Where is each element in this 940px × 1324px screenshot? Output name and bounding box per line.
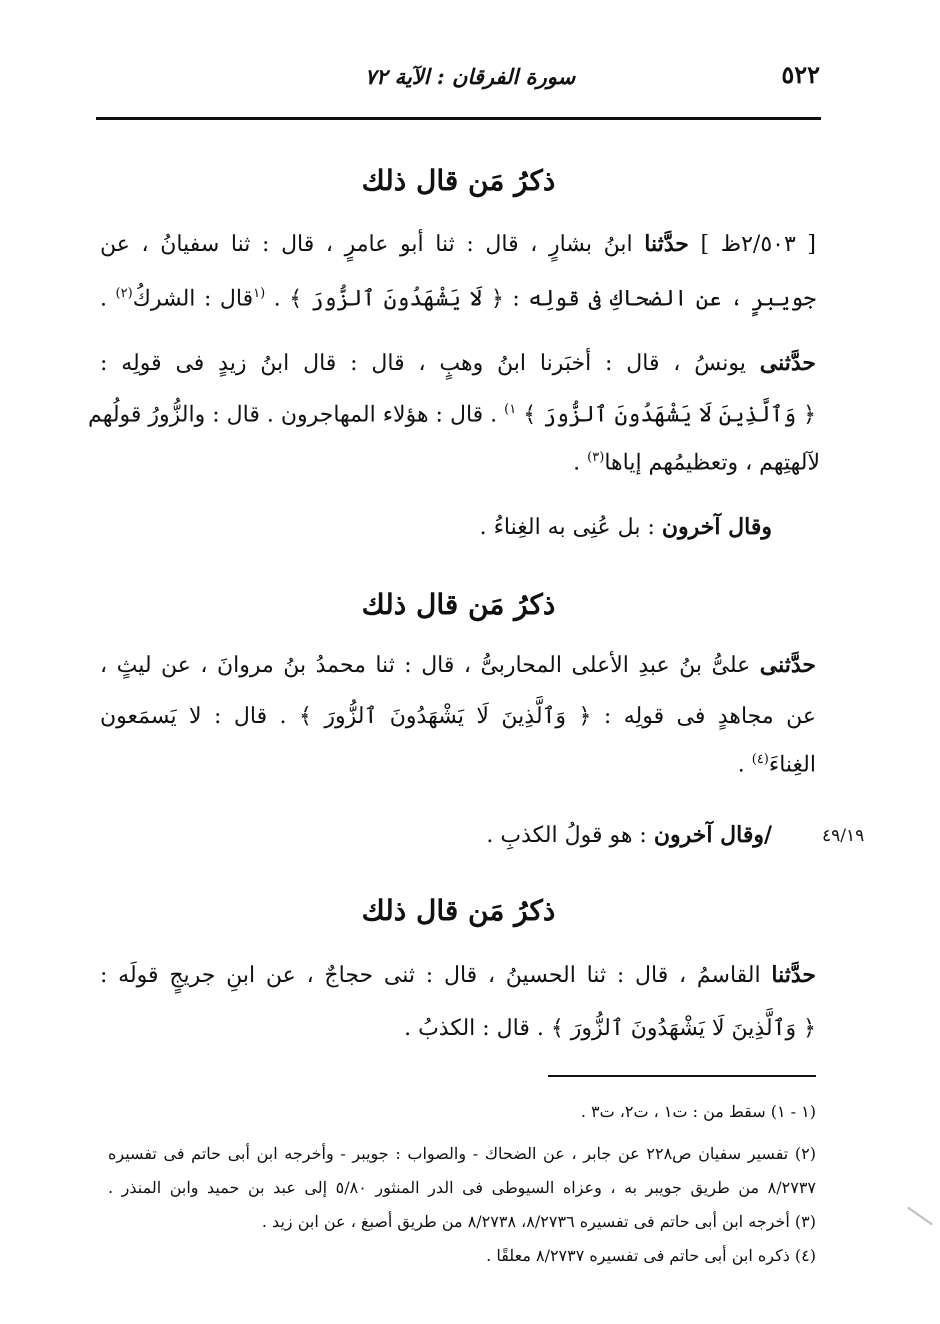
line-text: .	[100, 286, 116, 312]
line-text: ﴿ وَٱلَّذِينَ لَا يَشْهَدُونَ ٱلزُّورَ ﴾	[516, 402, 816, 428]
paragraph-line	[100, 286, 816, 313]
page-number: ٥٢٢	[781, 60, 820, 89]
line-text: علىُّ بنُ عبدِ الأعلى المحاربىُّ ، قال : ثنا محمدُ بنُ مروانَ ، عن ليثٍ ،	[100, 653, 760, 678]
footnote: (٤) ذكره ابن أبى حاتم فى تفسيره ٨/٢٧٣٧ معلقًا .	[486, 1246, 816, 1265]
line-text: لآلهتِهم ، وتعظيمُهم إياها	[604, 450, 820, 476]
line-text: : بل عُنِى به الغِناءُ .	[479, 515, 662, 540]
paragraph-line	[486, 822, 772, 849]
isnad-opener: /وقال آخرون	[653, 822, 772, 848]
line-text: قال : الشركُ	[132, 286, 254, 312]
line-text: . قال : هؤلاء المهاجرون . قال : والزُّورُ قولُهم	[88, 402, 505, 428]
footnote-ref: (٣)	[587, 450, 605, 465]
isnad-opener: حدَّثنا	[644, 231, 689, 257]
isnad-opener: حدَّثنا	[771, 962, 816, 988]
paragraph-line	[100, 652, 816, 679]
isnad-opener: حدَّثنى	[759, 350, 816, 376]
paragraph-line	[404, 1016, 816, 1042]
line-text: القاسمُ ، قال : ثنا الحسينُ ، قال : ثنى حجاجٌ ، عن ابنِ جريجٍ قولَه :	[100, 963, 772, 988]
scan-speck	[907, 1207, 933, 1226]
folio-marker: [ ٢/٥٠٣ظ ]	[688, 232, 816, 257]
paragraph-line	[738, 752, 816, 779]
paragraph-line	[480, 514, 772, 541]
section-heading: ذكرُ مَن قال ذلك	[361, 894, 556, 927]
line-text: : هو قولُ الكذبِ .	[486, 823, 654, 848]
footnote: (٢) تفسير سفيان ص٢٢٨ عن جابر ، عن الضحاك - والصواب : جويبر - وأخرجه ابن أبى حاتم فى تفسيره	[108, 1144, 816, 1163]
footnote-ref: (٢)	[115, 286, 133, 301]
line-text: عن مجاهدٍ فى قولِه : ﴿ وَٱلَّذِينَ لَا يَشْهَدُونَ ٱلزُّورَ ﴾ . قال : لا يَسمَعون	[100, 704, 816, 729]
footnote-ref: (١	[253, 286, 266, 301]
line-text: ابنُ بشارٍ ، قال : ثنا أبو عامرٍ ، قال : ثنا سفيانُ ، عن	[100, 232, 645, 257]
section-heading: ذكرُ مَن قال ذلك	[361, 588, 556, 621]
footnote-ref: (٤)	[751, 752, 769, 767]
header-rule	[96, 117, 821, 120]
line-text: يونسُ ، قال : أخبَرنا ابنُ وهبٍ ، قال : قال ابنُ زيدٍ فى قولِه :	[100, 351, 760, 376]
paragraph-line	[100, 350, 816, 377]
footnote: (١ - ١) سقط من : ت١ ، ت٢، ت٣ .	[580, 1102, 816, 1121]
margin-note: ٤٩/١٩	[822, 826, 865, 846]
line-text: ﴿ وَٱلَّذِينَ لَا يَشْهَدُونَ ٱلزُّورَ ﴾ . قال : الكذبُ .	[404, 1016, 816, 1041]
line-text: .	[737, 752, 752, 778]
paragraph-line	[100, 231, 816, 258]
footnote: (٣) أخرجه ابن أبى حاتم فى تفسيره ٨/٢٧٣٦، ٨/٢٧٣٨ من طريق أصبغ ، عن ابن زيد .	[261, 1212, 816, 1231]
paragraph-line	[573, 450, 820, 477]
isnad-opener: وقال آخرون	[661, 514, 772, 540]
line-text: الغِناءَ	[768, 752, 816, 778]
paragraph-line	[100, 704, 816, 730]
paragraph-line	[88, 402, 816, 429]
line-text: جويبرٍ ، عن الضحاكِ فى قولِه : ﴿ لَا يَشْهَدُونَ ٱلزُّورَ ﴾ .	[265, 286, 816, 312]
paragraph-line	[100, 962, 816, 989]
line-text: .	[573, 450, 588, 476]
footnote: ٨/٢٧٣٧ من طريق جويبر به ، وعزاه السيوطى فى الدر المنثور ٥/٨٠ إلى عبد بن حميد وابن المنذر .	[108, 1178, 816, 1197]
isnad-opener: حدَّثنى	[759, 652, 816, 678]
footnote-rule	[548, 1075, 816, 1077]
running-title: سورة الفرقان : الآية ٧٢	[364, 64, 576, 89]
section-heading: ذكرُ مَن قال ذلك	[361, 164, 556, 197]
footnote-ref: ١)	[504, 402, 517, 417]
